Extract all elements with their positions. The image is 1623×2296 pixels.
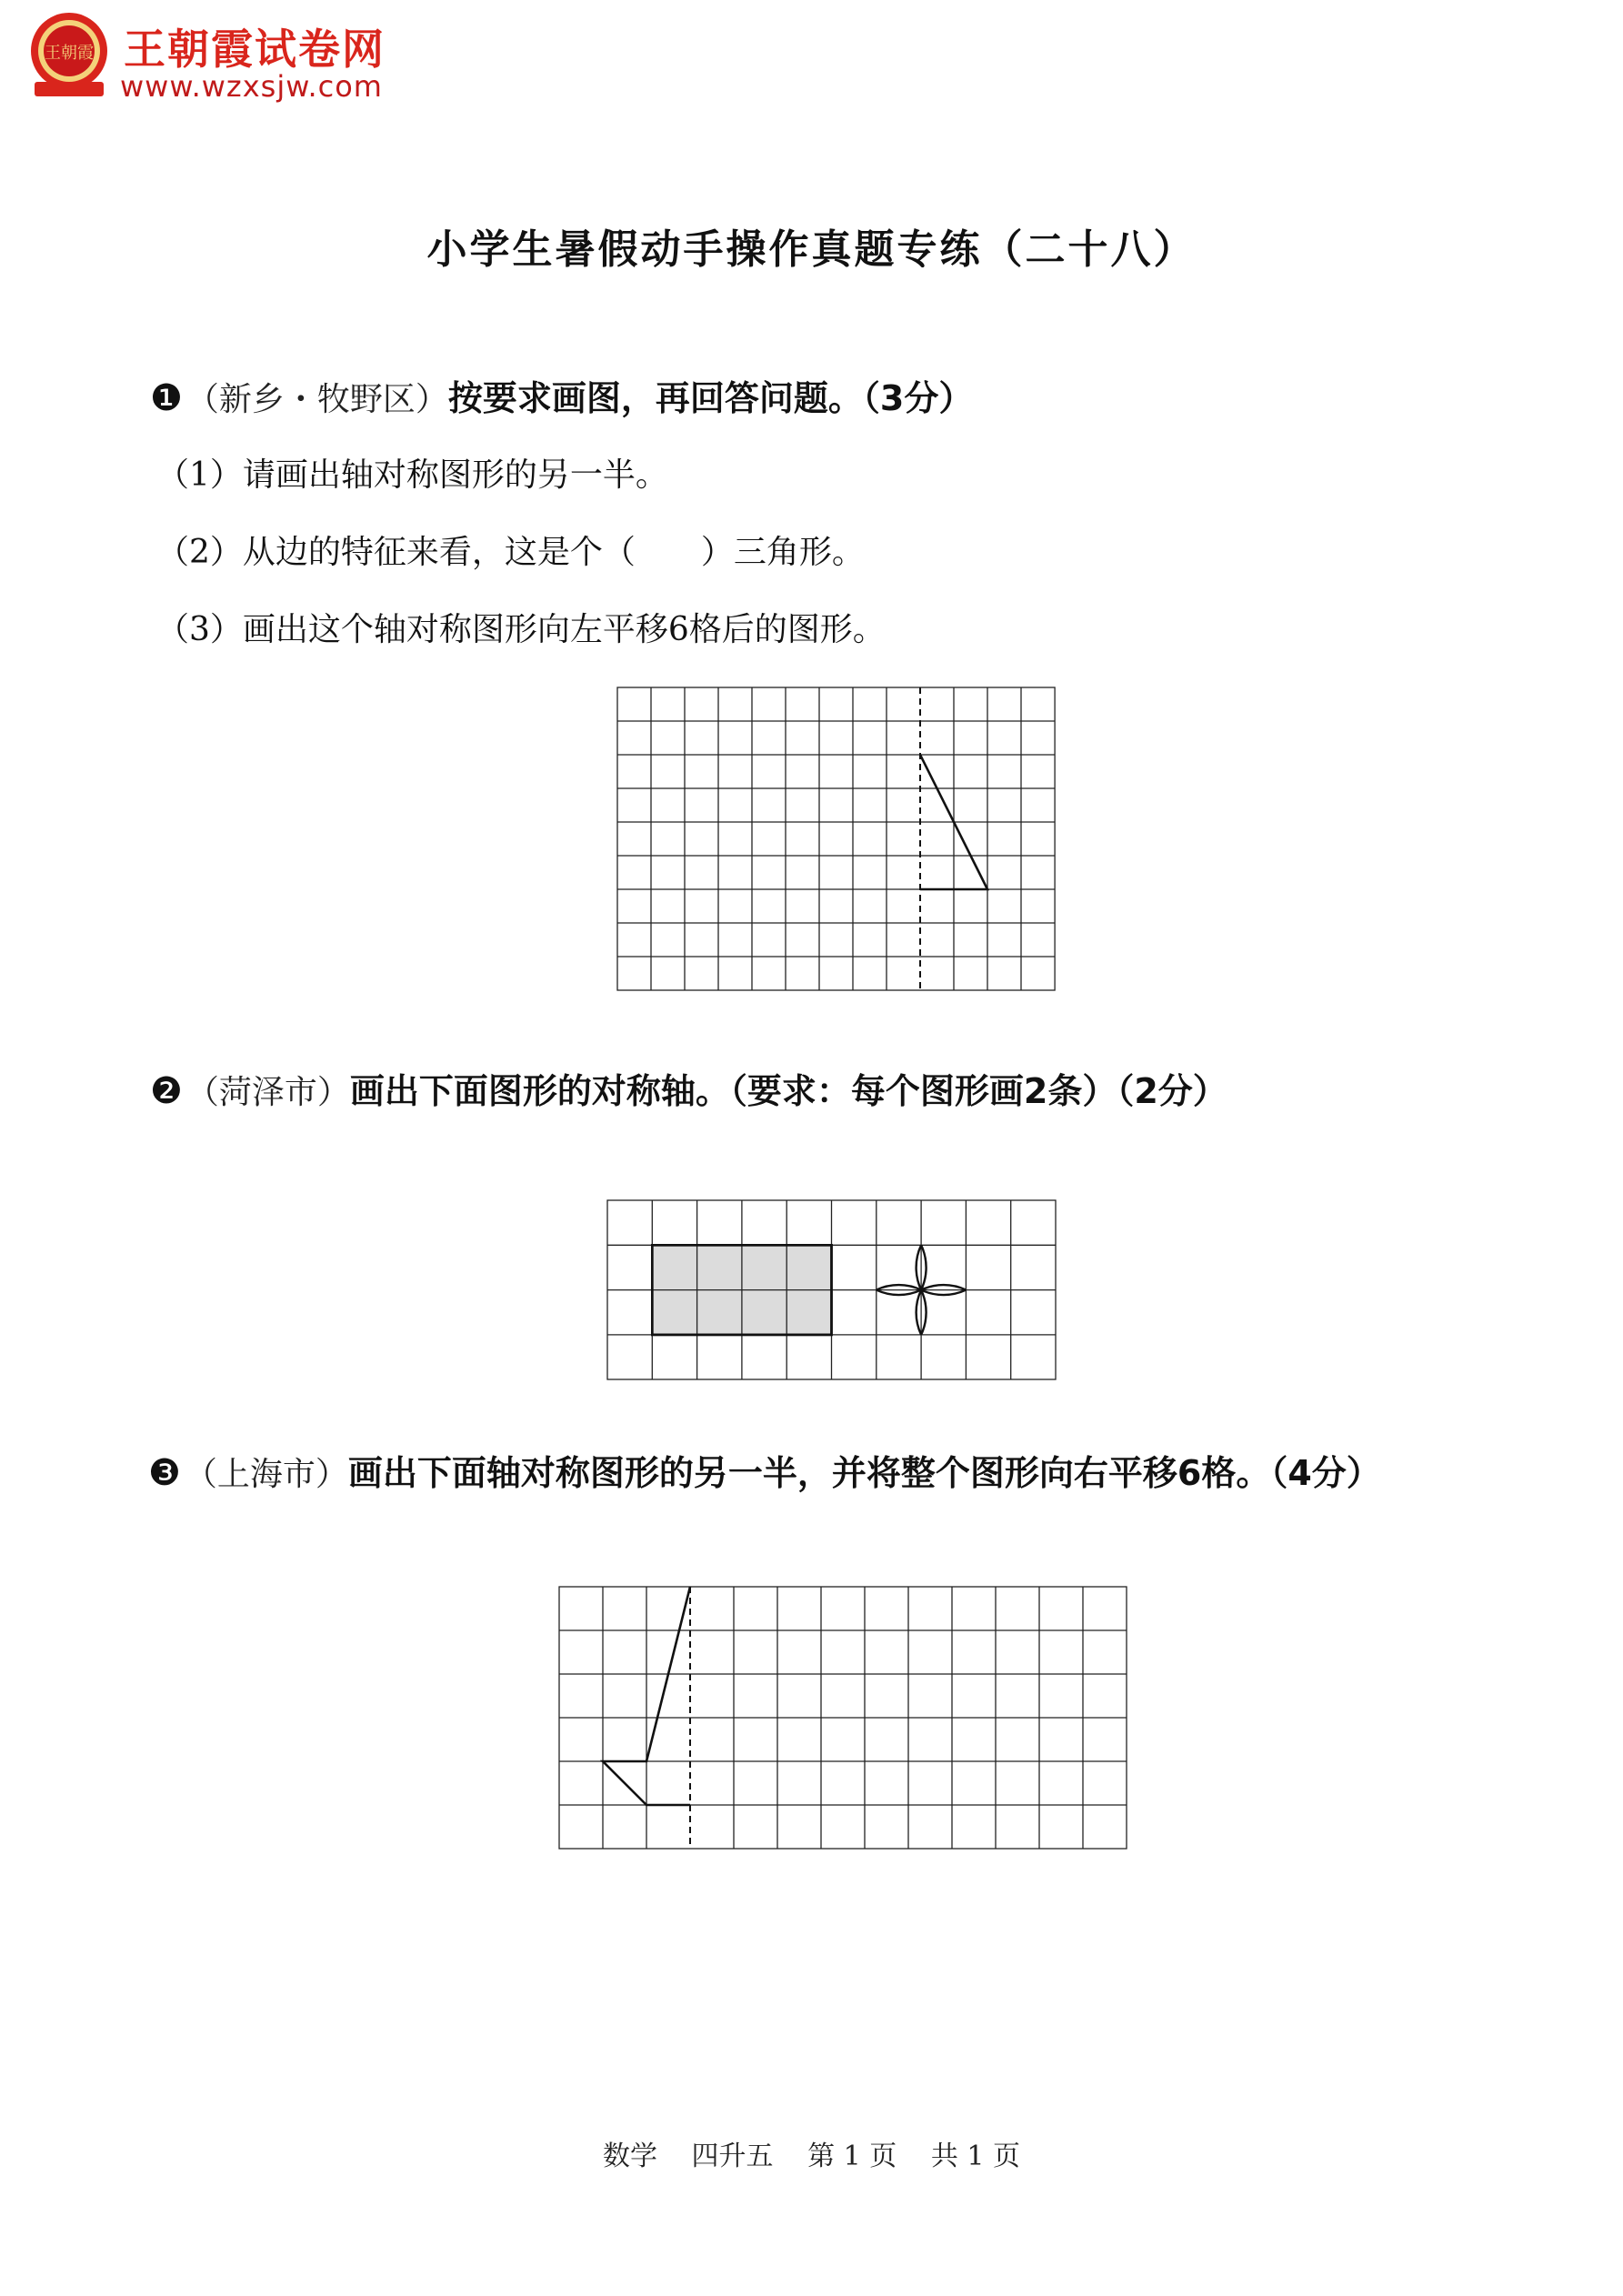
question-1-sub-1: （1）请画出轴对称图形的另一半。	[156, 456, 668, 494]
svg-text:王朝霞: 王朝霞	[45, 44, 94, 63]
question-3-source: （上海市）	[184, 1456, 348, 1493]
question-1-sub-2: （2）从边的特征来看，这是个（ ）三角形。	[156, 534, 865, 571]
question-3-text: 画出下面轴对称图形的另一半，并将整个图形向右平移6格。（4分）	[347, 1453, 1381, 1493]
logo-title: 王朝霞试卷网	[124, 25, 386, 74]
question-1-text: 按要求画图，再回答问题。（3分）	[447, 378, 974, 418]
question-2	[150, 1070, 1227, 1112]
footer-grade: 四升五	[691, 2141, 774, 2172]
question-2-number: ❷	[150, 1070, 183, 1112]
question-2-text: 画出下面图形的对称轴。（要求：每个图形画2条）（2分）	[349, 1071, 1227, 1111]
question-2-grid	[607, 1200, 1058, 1382]
question-3-grid	[559, 1587, 1128, 1850]
question-3-number: ❸	[148, 1452, 181, 1494]
page-title: 小学生暑假动手操作真题专练（二十八）	[426, 226, 1197, 273]
logo-badge-icon	[25, 9, 113, 100]
logo-url: www.wzxsjw.com	[120, 69, 383, 104]
question-1-source: （新乡・牧野区）	[185, 381, 448, 418]
site-logo	[25, 9, 407, 109]
footer-page: 第 1 页	[807, 2141, 897, 2172]
question-1-sub-3: （3）画出这个轴对称图形向左平移6格后的图形。	[156, 611, 886, 648]
footer-subject: 数学	[603, 2141, 657, 2172]
footer-total: 共 1 页	[930, 2141, 1020, 2172]
question-1	[150, 377, 974, 419]
question-1-number: ❶	[150, 377, 183, 419]
question-1-grid	[617, 687, 1057, 991]
page-footer	[0, 2133, 1623, 2173]
question-3	[148, 1452, 1381, 1494]
question-2-source: （菏泽市）	[185, 1074, 350, 1111]
